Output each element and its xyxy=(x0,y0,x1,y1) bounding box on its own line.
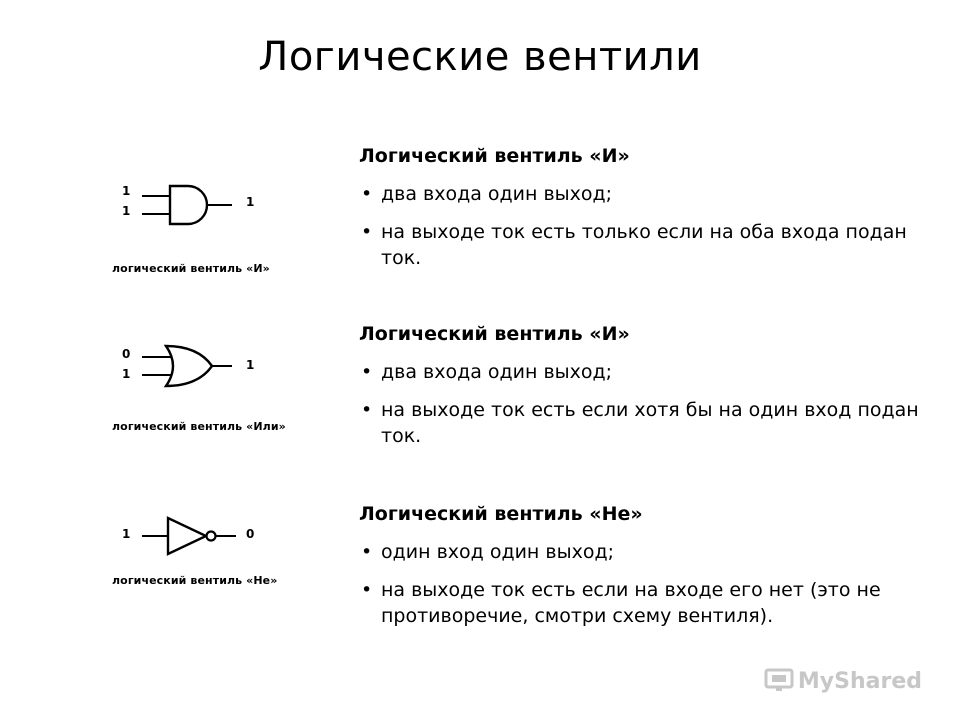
or-output: 1 xyxy=(246,358,255,372)
not-gate-diagram xyxy=(100,510,300,600)
slide-title: Логические вентили xyxy=(258,34,702,80)
bullet-text: два входа один выход; xyxy=(381,183,613,205)
not-input: 1 xyxy=(122,527,131,541)
bullet-text: на выходе ток есть если хотя бы на один вход подан ток. xyxy=(381,399,919,447)
bullet-dot: • xyxy=(361,221,373,243)
bullet-item xyxy=(359,539,919,565)
bullet-text: на выходе ток есть если на входе его нет (это не противоречие, смотри схему вентиля). xyxy=(381,579,881,627)
monitor-icon xyxy=(764,668,794,694)
section-or xyxy=(359,321,919,461)
section-title-and: Логический вентиль «И» xyxy=(359,145,630,167)
bullet-text: один вход один выход; xyxy=(381,541,614,563)
bullet-item xyxy=(359,219,919,271)
not-output: 0 xyxy=(246,527,255,541)
bullet-text: два входа один выход; xyxy=(381,361,613,383)
section-title-not: Логический вентиль «Не» xyxy=(359,503,643,525)
and-input-1: 1 xyxy=(122,184,131,198)
bullet-dot: • xyxy=(361,579,373,601)
bullet-dot: • xyxy=(361,361,373,383)
section-not xyxy=(359,501,919,641)
bullet-item xyxy=(359,181,919,207)
bullet-dot: • xyxy=(361,541,373,563)
and-gate-diagram xyxy=(100,180,300,280)
bullet-dot: • xyxy=(361,183,373,205)
watermark xyxy=(764,668,922,694)
and-input-2: 1 xyxy=(122,204,131,218)
or-input-1: 0 xyxy=(122,347,131,361)
not-gate-caption: логический вентиль «Не» xyxy=(112,574,278,587)
and-output: 1 xyxy=(246,195,255,209)
bullet-item xyxy=(359,397,919,449)
section-title-or: Логический вентиль «И» xyxy=(359,323,630,345)
watermark-text: MyShared xyxy=(797,668,922,694)
or-input-2: 1 xyxy=(122,367,131,381)
bullet-item xyxy=(359,359,919,385)
and-gate-caption: логический вентиль «И» xyxy=(112,262,270,275)
or-gate-diagram xyxy=(100,340,300,440)
bullet-text: на выходе ток есть только если на оба входа подан ток. xyxy=(381,221,907,269)
section-and xyxy=(359,143,919,283)
or-gate-caption: логический вентиль «Или» xyxy=(112,420,286,433)
bullet-item xyxy=(359,577,919,629)
bullet-dot: • xyxy=(361,399,373,421)
